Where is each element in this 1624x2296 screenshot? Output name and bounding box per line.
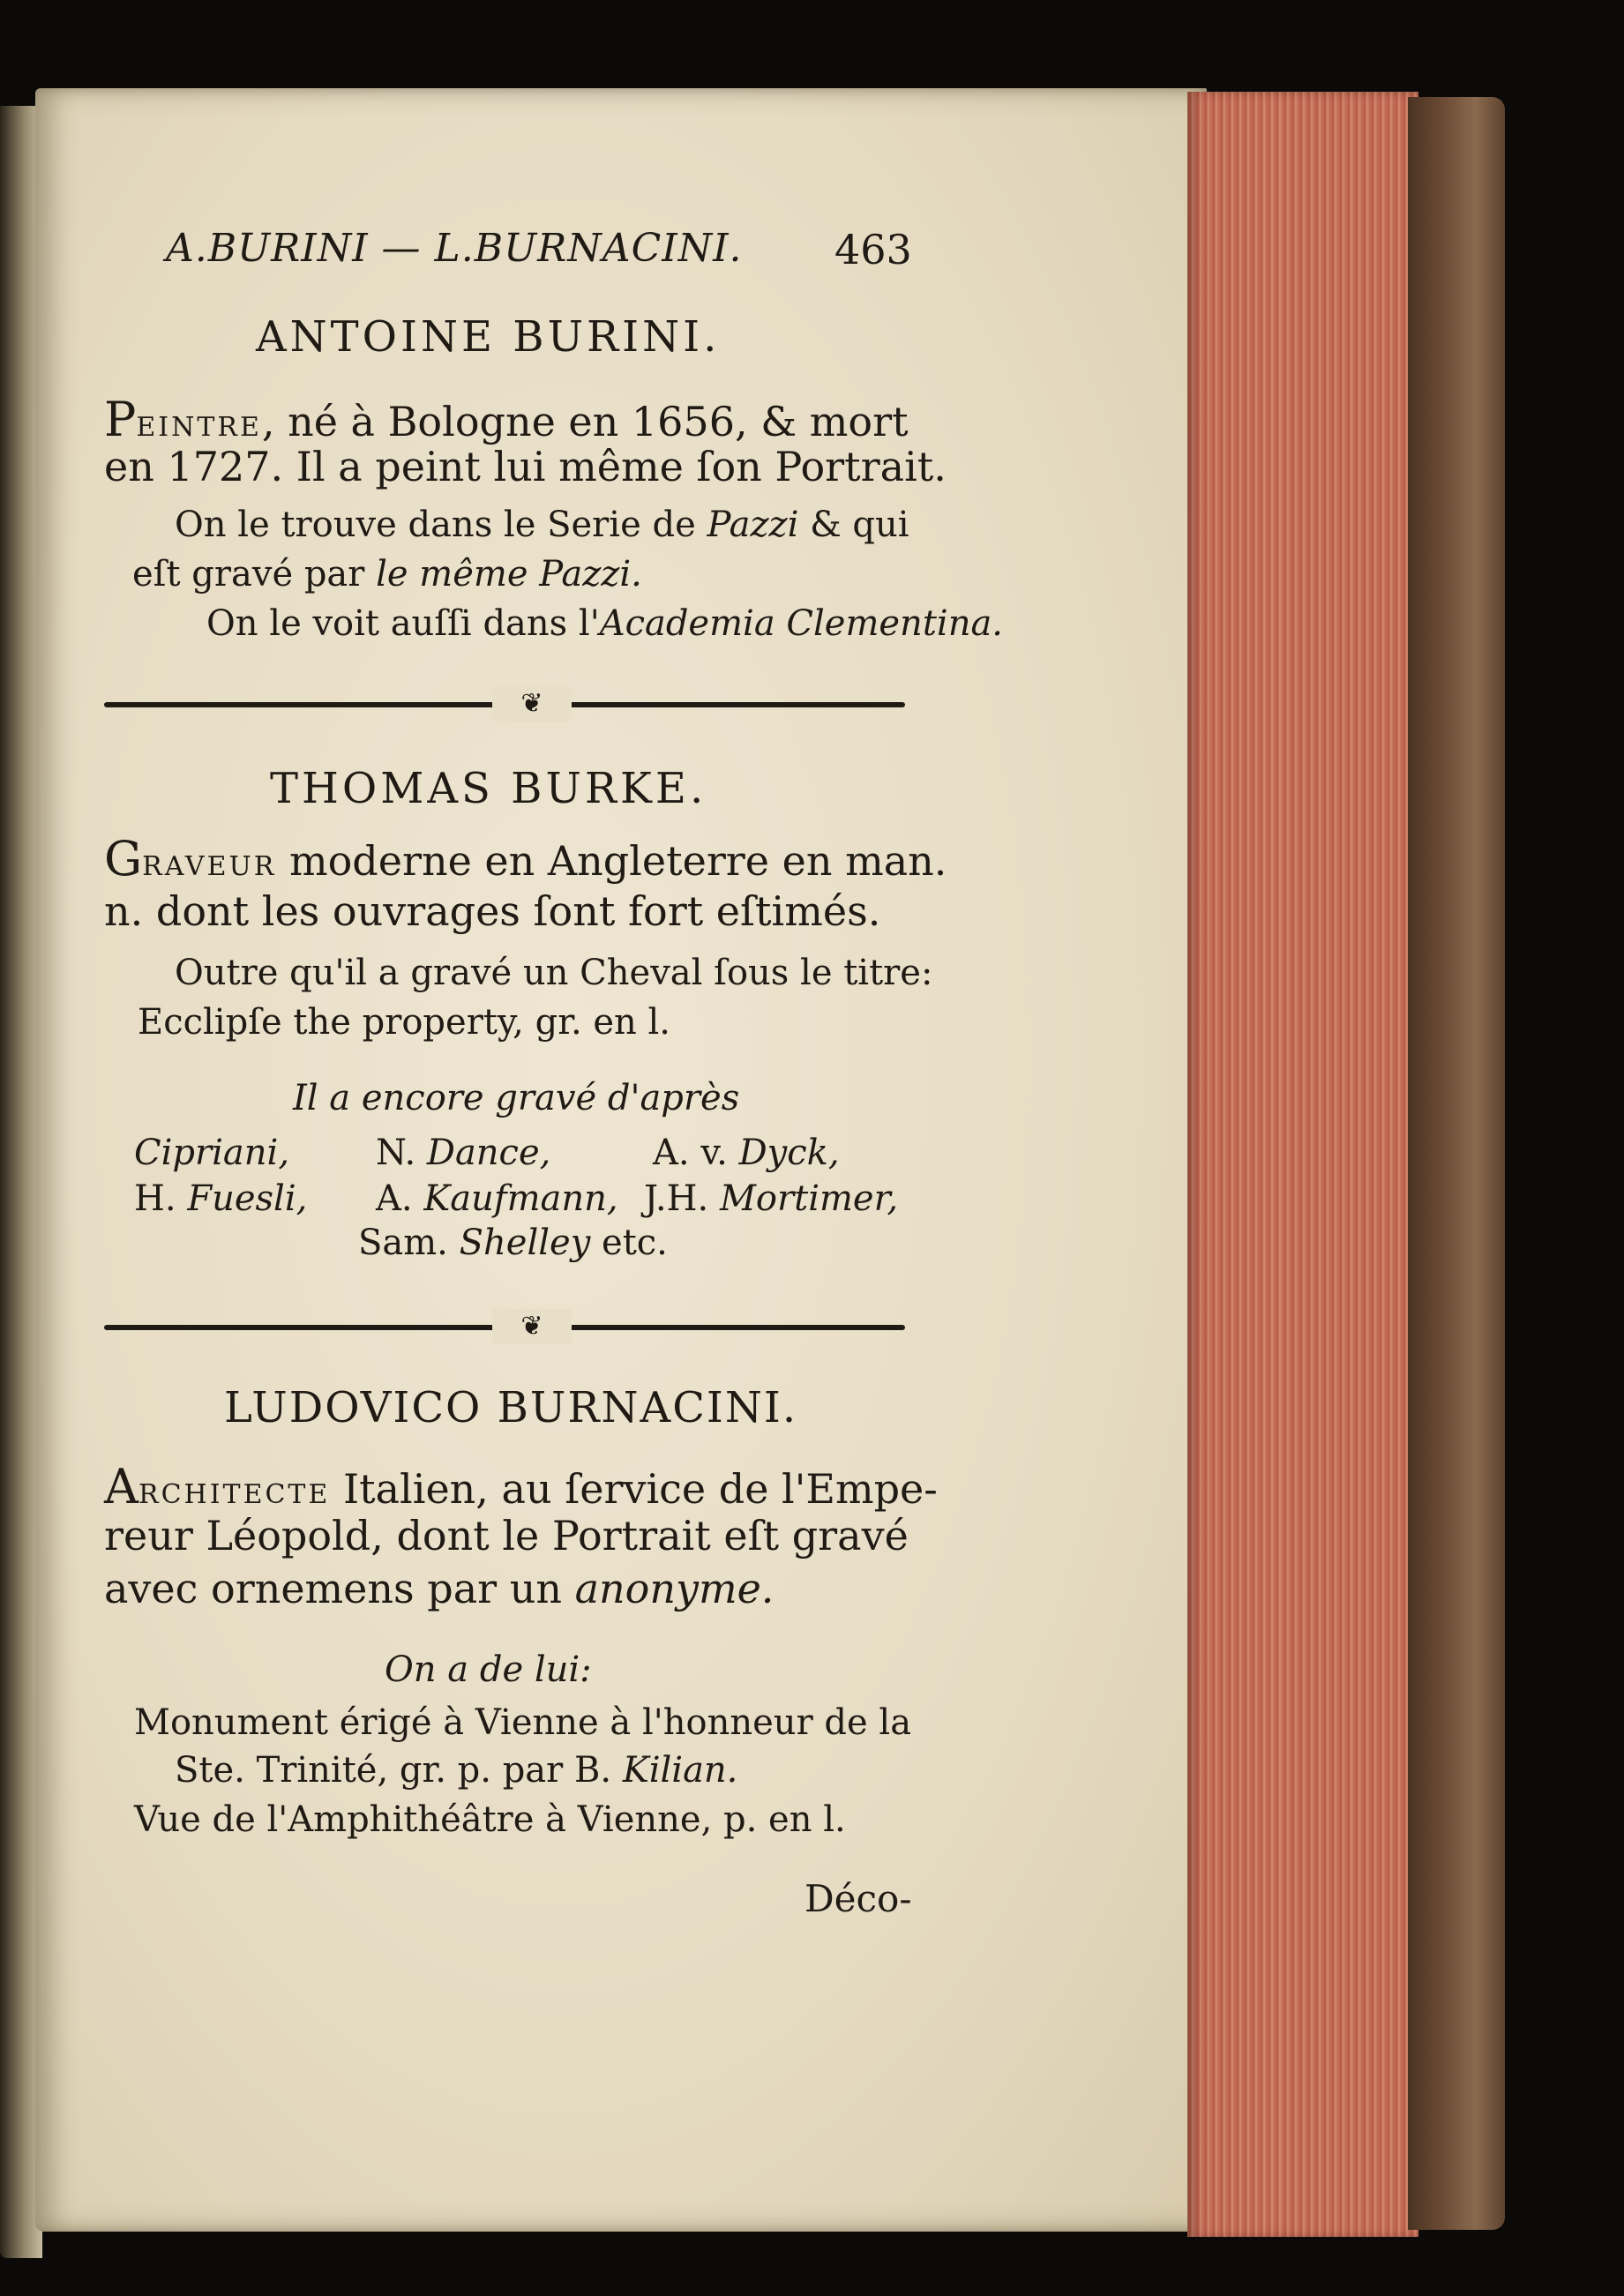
- artist-surname: Cipriani,: [134, 1133, 290, 1173]
- small-caps-initial: G: [104, 831, 143, 886]
- entry-heading-burke: THOMAS BURKE.: [270, 764, 707, 813]
- text-run: On le trouve dans le Serie de: [175, 505, 707, 545]
- entry-burnacini-line3: [104, 1565, 774, 1612]
- text-run: On le voit auſſi dans l': [206, 603, 600, 644]
- small-caps-initial: A: [104, 1459, 138, 1514]
- text-run: Ste. Trinité, gr. p. par B.: [175, 1750, 623, 1791]
- small-caps-initial: P: [104, 392, 137, 447]
- text-run: & qui: [798, 505, 909, 545]
- entry-heading-burnacini: LUDOVICO BURNACINI.: [224, 1383, 798, 1432]
- italic-run: le même Pazzi.: [376, 554, 642, 595]
- entry-burke-line2: n. dont les ouvrages ſont fort eſtimés.: [104, 887, 881, 935]
- artist-initials: J.H.: [644, 1178, 720, 1219]
- entry-burke-note1-line2: Ecclipſe the property, gr. en l.: [138, 1002, 671, 1043]
- entry-burnacini-line2: reur Léopold, dont le Portrait eſt gravé: [104, 1512, 909, 1559]
- ornament-icon: ❦: [492, 686, 572, 722]
- entry-burini-line2: en 1727. Il a peint lui même ſon Portrait.: [104, 443, 947, 490]
- artist-suffix: etc.: [590, 1223, 668, 1263]
- artist-initials: N.: [376, 1133, 427, 1173]
- artist-item: [376, 1178, 618, 1219]
- artist-surname: Fuesli,: [187, 1178, 308, 1219]
- artist-surname: Dance,: [426, 1133, 551, 1173]
- text-run: , né à Bologne en 1656, & mort: [261, 398, 909, 445]
- artist-item: [358, 1223, 668, 1263]
- entry-burini-note1-line1: [175, 505, 909, 545]
- small-caps-rest: RCHITECTE: [138, 1479, 331, 1510]
- works-heading: On a de lui:: [385, 1649, 592, 1690]
- artist-item: [376, 1133, 550, 1173]
- artist-item: [653, 1133, 840, 1173]
- work-item: Vue de l'Amphithéâtre à Vienne, p. en l.: [134, 1799, 846, 1840]
- artist-surname: Shelley: [459, 1223, 591, 1263]
- text-run: Italien, au ſervice de l'Empe-: [330, 1465, 938, 1513]
- artist-initials: A. v.: [653, 1133, 739, 1173]
- italic-run: Pazzi: [707, 505, 799, 545]
- ornamental-divider: [104, 688, 905, 719]
- artist-initials: H.: [134, 1178, 188, 1219]
- catchword: Déco-: [805, 1877, 912, 1920]
- artist-item: [134, 1133, 289, 1173]
- artist-initials: Sam.: [358, 1223, 460, 1263]
- text-run: moderne en Angleterre en man.: [276, 837, 947, 885]
- artist-surname: Mortimer,: [719, 1178, 899, 1219]
- running-title: A.BURINI — L.BURNACINI.: [166, 226, 743, 271]
- italic-run: anonyme.: [574, 1565, 775, 1612]
- artist-surname: Dyck,: [738, 1133, 840, 1173]
- small-caps-rest: EINTRE: [136, 412, 262, 443]
- small-caps-rest: RAVEUR: [142, 851, 277, 882]
- artist-initials: A.: [376, 1178, 424, 1219]
- artist-item: [644, 1178, 898, 1219]
- entry-burini-line1: [104, 392, 909, 447]
- work-item-line2: [175, 1750, 737, 1791]
- entry-burke-line1: [104, 831, 947, 886]
- entry-burnacini-line1: [104, 1459, 938, 1514]
- entry-burke-after-heading: Il a encore gravé d'après: [293, 1078, 740, 1118]
- text-run: avec ornemens par un: [104, 1565, 575, 1612]
- work-item-line1: Monument érigé à Vienne à l'honneur de la: [134, 1702, 912, 1743]
- text-run: eſt gravé par: [132, 554, 377, 595]
- artist-item: [134, 1178, 307, 1219]
- italic-run: Kilian.: [622, 1750, 738, 1791]
- entry-burini-note1-line2: [132, 554, 642, 595]
- ornamental-divider: [104, 1311, 905, 1342]
- entry-burke-note1-line1: Outre qu'il a gravé un Cheval ſous le titre:: [175, 953, 933, 993]
- page-number: 463: [834, 226, 912, 273]
- italic-run: Academia Clementina.: [599, 603, 1004, 644]
- artist-surname: Kaufmann,: [423, 1178, 618, 1219]
- entry-burini-note2: [206, 603, 1003, 644]
- ornament-icon: ❦: [492, 1309, 572, 1344]
- entry-heading-burini: ANTOINE BURINI.: [256, 312, 721, 362]
